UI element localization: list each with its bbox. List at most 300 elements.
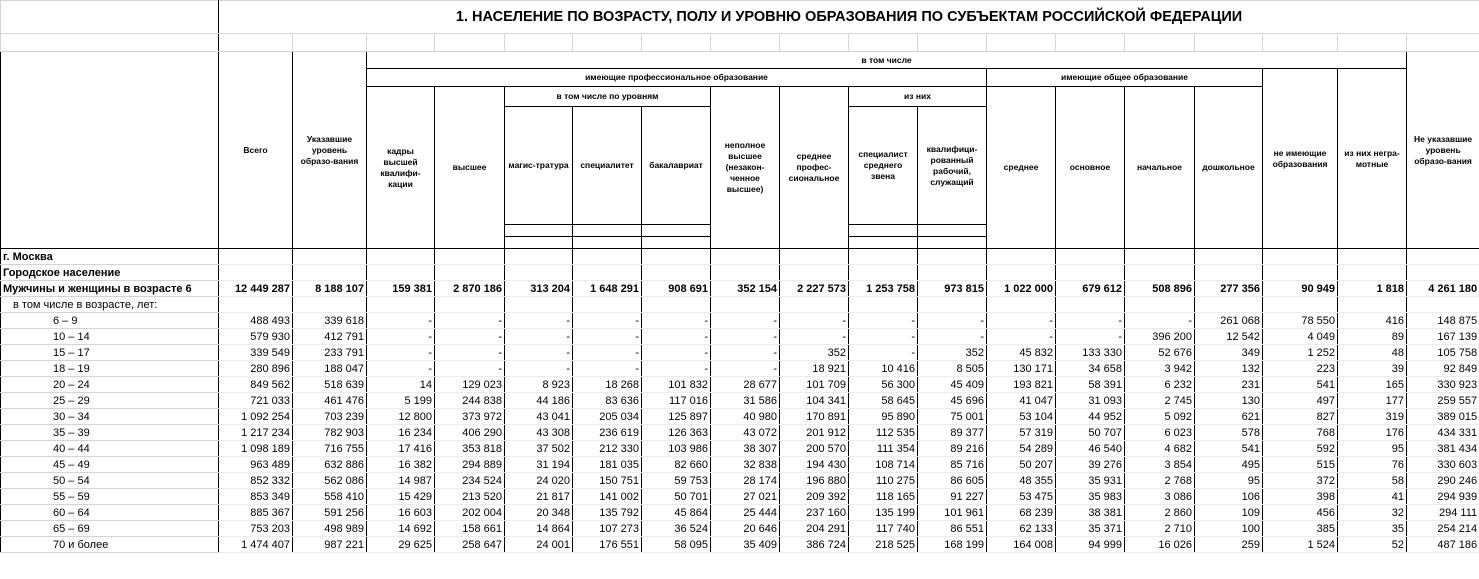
table-cell: 406 290 xyxy=(435,425,505,441)
table-row-label: 15 – 17 xyxy=(1,345,219,361)
table-cell: 1 022 000 xyxy=(987,281,1056,297)
table-cell: 508 896 xyxy=(1125,281,1195,297)
table-row xyxy=(1,393,1479,409)
table-cell: 44 186 xyxy=(505,393,573,409)
region-row xyxy=(1,249,1479,265)
table-cell: 621 xyxy=(1195,409,1263,425)
table-cell: 106 xyxy=(1195,489,1263,505)
table-cell: 16 603 xyxy=(367,505,435,521)
header-magistratura: магис-тратура xyxy=(505,107,573,225)
table-cell: 52 676 xyxy=(1125,345,1195,361)
table-cell: 1 474 407 xyxy=(219,537,293,553)
table-cell: 386 724 xyxy=(780,537,849,553)
table-cell: - xyxy=(505,361,573,377)
table-cell: 89 216 xyxy=(918,441,987,457)
table-cell: 908 691 xyxy=(642,281,711,297)
header-v-tom-chisle: в том числе xyxy=(367,52,1407,69)
table-cell: 21 817 xyxy=(505,489,573,505)
table-cell: 188 047 xyxy=(293,361,367,377)
table-cell: - xyxy=(435,361,505,377)
table-cell: 18 921 xyxy=(780,361,849,377)
settlement-row xyxy=(1,265,1479,281)
table-cell: 389 015 xyxy=(1407,409,1479,425)
table-row-label: 20 – 24 xyxy=(1,377,219,393)
table-cell: 12 449 287 xyxy=(219,281,293,297)
table-cell: 95 xyxy=(1195,473,1263,489)
table-cell: - xyxy=(435,329,505,345)
table-cell: 111 354 xyxy=(849,441,918,457)
table-cell: 95 890 xyxy=(849,409,918,425)
table-cell: 827 xyxy=(1263,409,1338,425)
page-title: 1. НАСЕЛЕНИЕ ПО ВОЗРАСТУ, ПОЛУ И УРОВНЮ ОБРАЗОВАНИЯ ПО СУБЪЕКТАМ РОССИЙСКОЙ ФЕДЕРАЦИИ xyxy=(219,1,1479,34)
table-cell: 86 605 xyxy=(918,473,987,489)
table-cell: 117 016 xyxy=(642,393,711,409)
table-cell: 32 838 xyxy=(711,457,780,473)
table-cell: 352 xyxy=(918,345,987,361)
header-kadry: кадры высшей квалифи-кации xyxy=(367,87,435,249)
table-cell: 29 625 xyxy=(367,537,435,553)
table-cell: 385 xyxy=(1263,521,1338,537)
table-cell: 39 276 xyxy=(1056,457,1125,473)
table-cell: 373 972 xyxy=(435,409,505,425)
table-cell: 209 392 xyxy=(780,489,849,505)
subheader-row-label: в том числе в возрасте, лет: xyxy=(1,297,219,313)
table-cell: 35 409 xyxy=(711,537,780,553)
table-cell: 372 xyxy=(1263,473,1338,489)
table-cell: - xyxy=(367,329,435,345)
subheader-row xyxy=(1,297,1479,313)
table-row-label: 50 – 54 xyxy=(1,473,219,489)
table-cell: 50 701 xyxy=(642,489,711,505)
table-cell: 541 xyxy=(1263,377,1338,393)
table-cell: 963 489 xyxy=(219,457,293,473)
table-cell: 495 xyxy=(1195,457,1263,473)
table-cell: - xyxy=(1056,313,1125,329)
table-row-label: 55 – 59 xyxy=(1,489,219,505)
table-cell: 632 886 xyxy=(293,457,367,473)
header-ne-ukazavshie: Не указавшие уровень образо-вания xyxy=(1407,52,1479,249)
table-cell: 94 999 xyxy=(1056,537,1125,553)
table-cell: 53 475 xyxy=(987,489,1056,505)
table-cell: 76 xyxy=(1338,457,1407,473)
table-cell: 15 429 xyxy=(367,489,435,505)
table-cell: 518 639 xyxy=(293,377,367,393)
table-cell: 254 214 xyxy=(1407,521,1479,537)
table-cell: 112 535 xyxy=(849,425,918,441)
header-iz-nih: из них xyxy=(849,87,987,107)
table-cell: 2 227 573 xyxy=(780,281,849,297)
table-cell: 101 832 xyxy=(642,377,711,393)
table-cell: 591 256 xyxy=(293,505,367,521)
table-cell: 313 204 xyxy=(505,281,573,297)
table-cell: 37 502 xyxy=(505,441,573,457)
table-cell: 679 612 xyxy=(1056,281,1125,297)
table-cell: 167 139 xyxy=(1407,329,1479,345)
table-cell: 150 751 xyxy=(573,473,642,489)
table-cell: 497 xyxy=(1263,393,1338,409)
table-cell: 177 xyxy=(1338,393,1407,409)
table-cell: - xyxy=(1125,313,1195,329)
table-cell: 973 815 xyxy=(918,281,987,297)
table-cell: 89 xyxy=(1338,329,1407,345)
table-cell: - xyxy=(711,345,780,361)
table-cell: 109 xyxy=(1195,505,1263,521)
table-cell: 39 xyxy=(1338,361,1407,377)
table-cell: 53 104 xyxy=(987,409,1056,425)
table-cell: 852 332 xyxy=(219,473,293,489)
table-cell: 204 291 xyxy=(780,521,849,537)
table-cell: 352 154 xyxy=(711,281,780,297)
table-cell: 1 252 xyxy=(1263,345,1338,361)
table-cell: 3 854 xyxy=(1125,457,1195,473)
table-cell: 125 897 xyxy=(642,409,711,425)
table-cell: 201 912 xyxy=(780,425,849,441)
table-cell: 38 307 xyxy=(711,441,780,457)
table-cell: - xyxy=(505,313,573,329)
table-cell: 261 068 xyxy=(1195,313,1263,329)
region-row-label: г. Москва xyxy=(1,249,219,265)
table-cell: - xyxy=(711,361,780,377)
header-osnovnoe: основное xyxy=(1056,87,1125,249)
header-specialitet: специалитет xyxy=(573,107,642,225)
table-cell: 58 xyxy=(1338,473,1407,489)
table-cell: 319 xyxy=(1338,409,1407,425)
table-cell: 20 646 xyxy=(711,521,780,537)
table-cell: 83 636 xyxy=(573,393,642,409)
table-cell: 515 xyxy=(1263,457,1338,473)
table-cell: 130 xyxy=(1195,393,1263,409)
table-cell: 434 331 xyxy=(1407,425,1479,441)
table-cell: 132 xyxy=(1195,361,1263,377)
table-cell: 32 xyxy=(1338,505,1407,521)
table-cell: 330 603 xyxy=(1407,457,1479,473)
table-cell: 170 891 xyxy=(780,409,849,425)
table-cell: 339 618 xyxy=(293,313,367,329)
table-cell: 2 768 xyxy=(1125,473,1195,489)
table-cell: 8 505 xyxy=(918,361,987,377)
table-cell: 488 493 xyxy=(219,313,293,329)
table-cell: 381 434 xyxy=(1407,441,1479,457)
table-cell: 57 319 xyxy=(987,425,1056,441)
table-row-label: 30 – 34 xyxy=(1,409,219,425)
table-cell: 398 xyxy=(1263,489,1338,505)
table-cell: 130 171 xyxy=(987,361,1056,377)
table-cell: 133 330 xyxy=(1056,345,1125,361)
table-cell: - xyxy=(987,329,1056,345)
table-cell: 95 xyxy=(1338,441,1407,457)
table-cell: 35 931 xyxy=(1056,473,1125,489)
table-cell: 205 034 xyxy=(573,409,642,425)
table-cell: 782 903 xyxy=(293,425,367,441)
table-row xyxy=(1,441,1479,457)
table-cell: 24 001 xyxy=(505,537,573,553)
table-cell: - xyxy=(435,313,505,329)
table-cell: 703 239 xyxy=(293,409,367,425)
table-cell: - xyxy=(642,345,711,361)
table-cell: - xyxy=(780,313,849,329)
header-vsego: Всего xyxy=(219,52,293,249)
table-cell: 223 xyxy=(1263,361,1338,377)
table-cell: 141 002 xyxy=(573,489,642,505)
table-cell: 768 xyxy=(1263,425,1338,441)
table-cell: 34 658 xyxy=(1056,361,1125,377)
table-cell: 31 586 xyxy=(711,393,780,409)
header-negramotnye: из них негра-мотные xyxy=(1338,69,1407,249)
table-cell: 1 253 758 xyxy=(849,281,918,297)
table-cell: 244 838 xyxy=(435,393,505,409)
table-cell: 91 227 xyxy=(918,489,987,505)
total-row xyxy=(1,281,1479,297)
header-vysshee: высшее xyxy=(435,87,505,249)
table-cell: 6 023 xyxy=(1125,425,1195,441)
table-cell: 43 041 xyxy=(505,409,573,425)
table-row xyxy=(1,537,1479,553)
table-cell: 108 714 xyxy=(849,457,918,473)
table-cell: 126 363 xyxy=(642,425,711,441)
table-cell: 498 989 xyxy=(293,521,367,537)
table-cell: 578 xyxy=(1195,425,1263,441)
table-cell: 25 444 xyxy=(711,505,780,521)
table-row xyxy=(1,329,1479,345)
table-cell: 5 092 xyxy=(1125,409,1195,425)
table-row-label: 65 – 69 xyxy=(1,521,219,537)
table-row-label: 60 – 64 xyxy=(1,505,219,521)
table-cell: 237 160 xyxy=(780,505,849,521)
table-cell: 487 186 xyxy=(1407,537,1479,553)
table-cell: 107 273 xyxy=(573,521,642,537)
table-cell: 28 174 xyxy=(711,473,780,489)
table-cell: 78 550 xyxy=(1263,313,1338,329)
table-cell: 52 xyxy=(1338,537,1407,553)
table-cell: 412 791 xyxy=(293,329,367,345)
table-cell: 353 818 xyxy=(435,441,505,457)
table-cell: - xyxy=(573,329,642,345)
table-cell: 50 707 xyxy=(1056,425,1125,441)
table-cell: 176 551 xyxy=(573,537,642,553)
table-row-label: 35 – 39 xyxy=(1,425,219,441)
table-cell: 6 232 xyxy=(1125,377,1195,393)
table-cell: 461 476 xyxy=(293,393,367,409)
table-cell: 110 275 xyxy=(849,473,918,489)
table-cell: 1 648 291 xyxy=(573,281,642,297)
total-row-label: Мужчины и женщины в возрасте 6 xyxy=(1,281,219,297)
table-cell: - xyxy=(849,313,918,329)
settlement-row-label: Городское население xyxy=(1,265,219,281)
header-bakalavriat: бакалавриат xyxy=(642,107,711,225)
table-cell: 45 864 xyxy=(642,505,711,521)
table-cell: - xyxy=(642,329,711,345)
table-row xyxy=(1,505,1479,521)
table-cell: 118 165 xyxy=(849,489,918,505)
table-cell: 592 xyxy=(1263,441,1338,457)
table-cell: 35 371 xyxy=(1056,521,1125,537)
table-row xyxy=(1,313,1479,329)
table-cell: 28 677 xyxy=(711,377,780,393)
table-row xyxy=(1,361,1479,377)
table-cell: - xyxy=(849,329,918,345)
table-cell: 233 791 xyxy=(293,345,367,361)
table-cell: 541 xyxy=(1195,441,1263,457)
table-cell: - xyxy=(642,313,711,329)
table-cell: 92 849 xyxy=(1407,361,1479,377)
table-cell: 14 692 xyxy=(367,521,435,537)
table-cell: 58 391 xyxy=(1056,377,1125,393)
table-cell: 31 093 xyxy=(1056,393,1125,409)
table-cell: - xyxy=(435,345,505,361)
table-cell: 258 647 xyxy=(435,537,505,553)
table-cell: 3 086 xyxy=(1125,489,1195,505)
table-cell: 1 524 xyxy=(1263,537,1338,553)
header-nachalnoe: начальное xyxy=(1125,87,1195,249)
table-cell: 40 980 xyxy=(711,409,780,425)
table-cell: 100 xyxy=(1195,521,1263,537)
table-cell: 17 416 xyxy=(367,441,435,457)
table-row xyxy=(1,409,1479,425)
table-cell: 12 542 xyxy=(1195,329,1263,345)
table-cell: 14 987 xyxy=(367,473,435,489)
table-cell: 27 021 xyxy=(711,489,780,505)
table-cell: 75 001 xyxy=(918,409,987,425)
table-row-label: 70 и более xyxy=(1,537,219,553)
table-cell: 4 261 180 xyxy=(1407,281,1479,297)
header-obshee: имеющие общее образование xyxy=(987,69,1263,87)
table-cell: 562 086 xyxy=(293,473,367,489)
table-cell: 396 200 xyxy=(1125,329,1195,345)
table-cell: 41 xyxy=(1338,489,1407,505)
table-cell: 330 923 xyxy=(1407,377,1479,393)
table-cell: 117 740 xyxy=(849,521,918,537)
table-row-label: 18 – 19 xyxy=(1,361,219,377)
table-cell: 101 961 xyxy=(918,505,987,521)
header-po-urovnyam: в том числе по уровням xyxy=(505,87,711,107)
table-cell: - xyxy=(573,313,642,329)
table-cell: 294 939 xyxy=(1407,489,1479,505)
table-row xyxy=(1,345,1479,361)
table-cell: 50 207 xyxy=(987,457,1056,473)
table-cell: 259 xyxy=(1195,537,1263,553)
table-cell: 86 551 xyxy=(918,521,987,537)
table-cell: 135 792 xyxy=(573,505,642,521)
table-cell: 101 709 xyxy=(780,377,849,393)
table-cell: 558 410 xyxy=(293,489,367,505)
table-cell: 290 246 xyxy=(1407,473,1479,489)
table-cell: 716 755 xyxy=(293,441,367,457)
table-cell: 349 xyxy=(1195,345,1263,361)
header-nepolnoe: неполное высшее (незакон-ченное высшее) xyxy=(711,87,780,249)
table-cell: 43 308 xyxy=(505,425,573,441)
table-cell: 2 870 186 xyxy=(435,281,505,297)
table-cell: - xyxy=(849,345,918,361)
table-cell: - xyxy=(642,361,711,377)
table-cell: 104 341 xyxy=(780,393,849,409)
table-cell: 218 525 xyxy=(849,537,918,553)
table-cell: 176 xyxy=(1338,425,1407,441)
table-cell: 2 710 xyxy=(1125,521,1195,537)
table-cell: 181 035 xyxy=(573,457,642,473)
header-srednee: среднее xyxy=(987,87,1056,249)
table-cell: 294 889 xyxy=(435,457,505,473)
table-row xyxy=(1,457,1479,473)
table-cell: - xyxy=(918,329,987,345)
table-cell: 14 864 xyxy=(505,521,573,537)
table-cell: 8 923 xyxy=(505,377,573,393)
table-cell: - xyxy=(573,361,642,377)
table-cell: 46 540 xyxy=(1056,441,1125,457)
table-row xyxy=(1,425,1479,441)
table-cell: 43 072 xyxy=(711,425,780,441)
table-cell: 853 349 xyxy=(219,489,293,505)
table-cell: 259 557 xyxy=(1407,393,1479,409)
table-cell: - xyxy=(367,313,435,329)
table-cell: 277 356 xyxy=(1195,281,1263,297)
table-cell: 213 520 xyxy=(435,489,505,505)
table-cell: 35 xyxy=(1338,521,1407,537)
table-cell: - xyxy=(918,313,987,329)
table-cell: 1 092 254 xyxy=(219,409,293,425)
table-cell: 135 199 xyxy=(849,505,918,521)
header-prof: имеющие профессиональное образование xyxy=(367,69,987,87)
table-row-label: 40 – 44 xyxy=(1,441,219,457)
table-cell: 24 020 xyxy=(505,473,573,489)
table-cell: - xyxy=(711,329,780,345)
table-row-label: 10 – 14 xyxy=(1,329,219,345)
table-cell: 339 549 xyxy=(219,345,293,361)
table-cell: 48 xyxy=(1338,345,1407,361)
table-cell: 2 860 xyxy=(1125,505,1195,521)
table-cell: 8 188 107 xyxy=(293,281,367,297)
table-cell: 82 660 xyxy=(642,457,711,473)
table-cell: 4 682 xyxy=(1125,441,1195,457)
table-row-label: 25 – 29 xyxy=(1,393,219,409)
header-srednee-prof: среднее профес-сиональное xyxy=(780,87,849,249)
table-cell: 416 xyxy=(1338,313,1407,329)
table-cell: - xyxy=(987,313,1056,329)
table-cell: 1 217 234 xyxy=(219,425,293,441)
table-cell: 4 049 xyxy=(1263,329,1338,345)
table-cell: 280 896 xyxy=(219,361,293,377)
table-cell: 753 203 xyxy=(219,521,293,537)
table-cell: 41 047 xyxy=(987,393,1056,409)
table-cell: 105 758 xyxy=(1407,345,1479,361)
header-kvalif: квалифици-рованный рабочий, служащий xyxy=(918,107,987,225)
table-row xyxy=(1,489,1479,505)
table-row-label: 45 – 49 xyxy=(1,457,219,473)
table-cell: 45 409 xyxy=(918,377,987,393)
table-cell: 59 753 xyxy=(642,473,711,489)
table-cell: 194 430 xyxy=(780,457,849,473)
table-cell: 129 023 xyxy=(435,377,505,393)
table-cell: 20 348 xyxy=(505,505,573,521)
table-cell: - xyxy=(505,345,573,361)
header-ukazavshie: Указавшие уровень образо-вания xyxy=(293,52,367,249)
table-cell: 579 930 xyxy=(219,329,293,345)
table-cell: 987 221 xyxy=(293,537,367,553)
table-row xyxy=(1,377,1479,393)
table-cell: 16 026 xyxy=(1125,537,1195,553)
table-cell: 58 645 xyxy=(849,393,918,409)
table-cell: 31 194 xyxy=(505,457,573,473)
table-cell: 193 821 xyxy=(987,377,1056,393)
table-cell: 200 570 xyxy=(780,441,849,457)
table-row xyxy=(1,473,1479,489)
table-cell: 202 004 xyxy=(435,505,505,521)
table-cell: 234 524 xyxy=(435,473,505,489)
table-cell: 62 133 xyxy=(987,521,1056,537)
table-cell: 12 800 xyxy=(367,409,435,425)
table-cell: 48 355 xyxy=(987,473,1056,489)
table-cell: 56 300 xyxy=(849,377,918,393)
table-cell: 3 942 xyxy=(1125,361,1195,377)
